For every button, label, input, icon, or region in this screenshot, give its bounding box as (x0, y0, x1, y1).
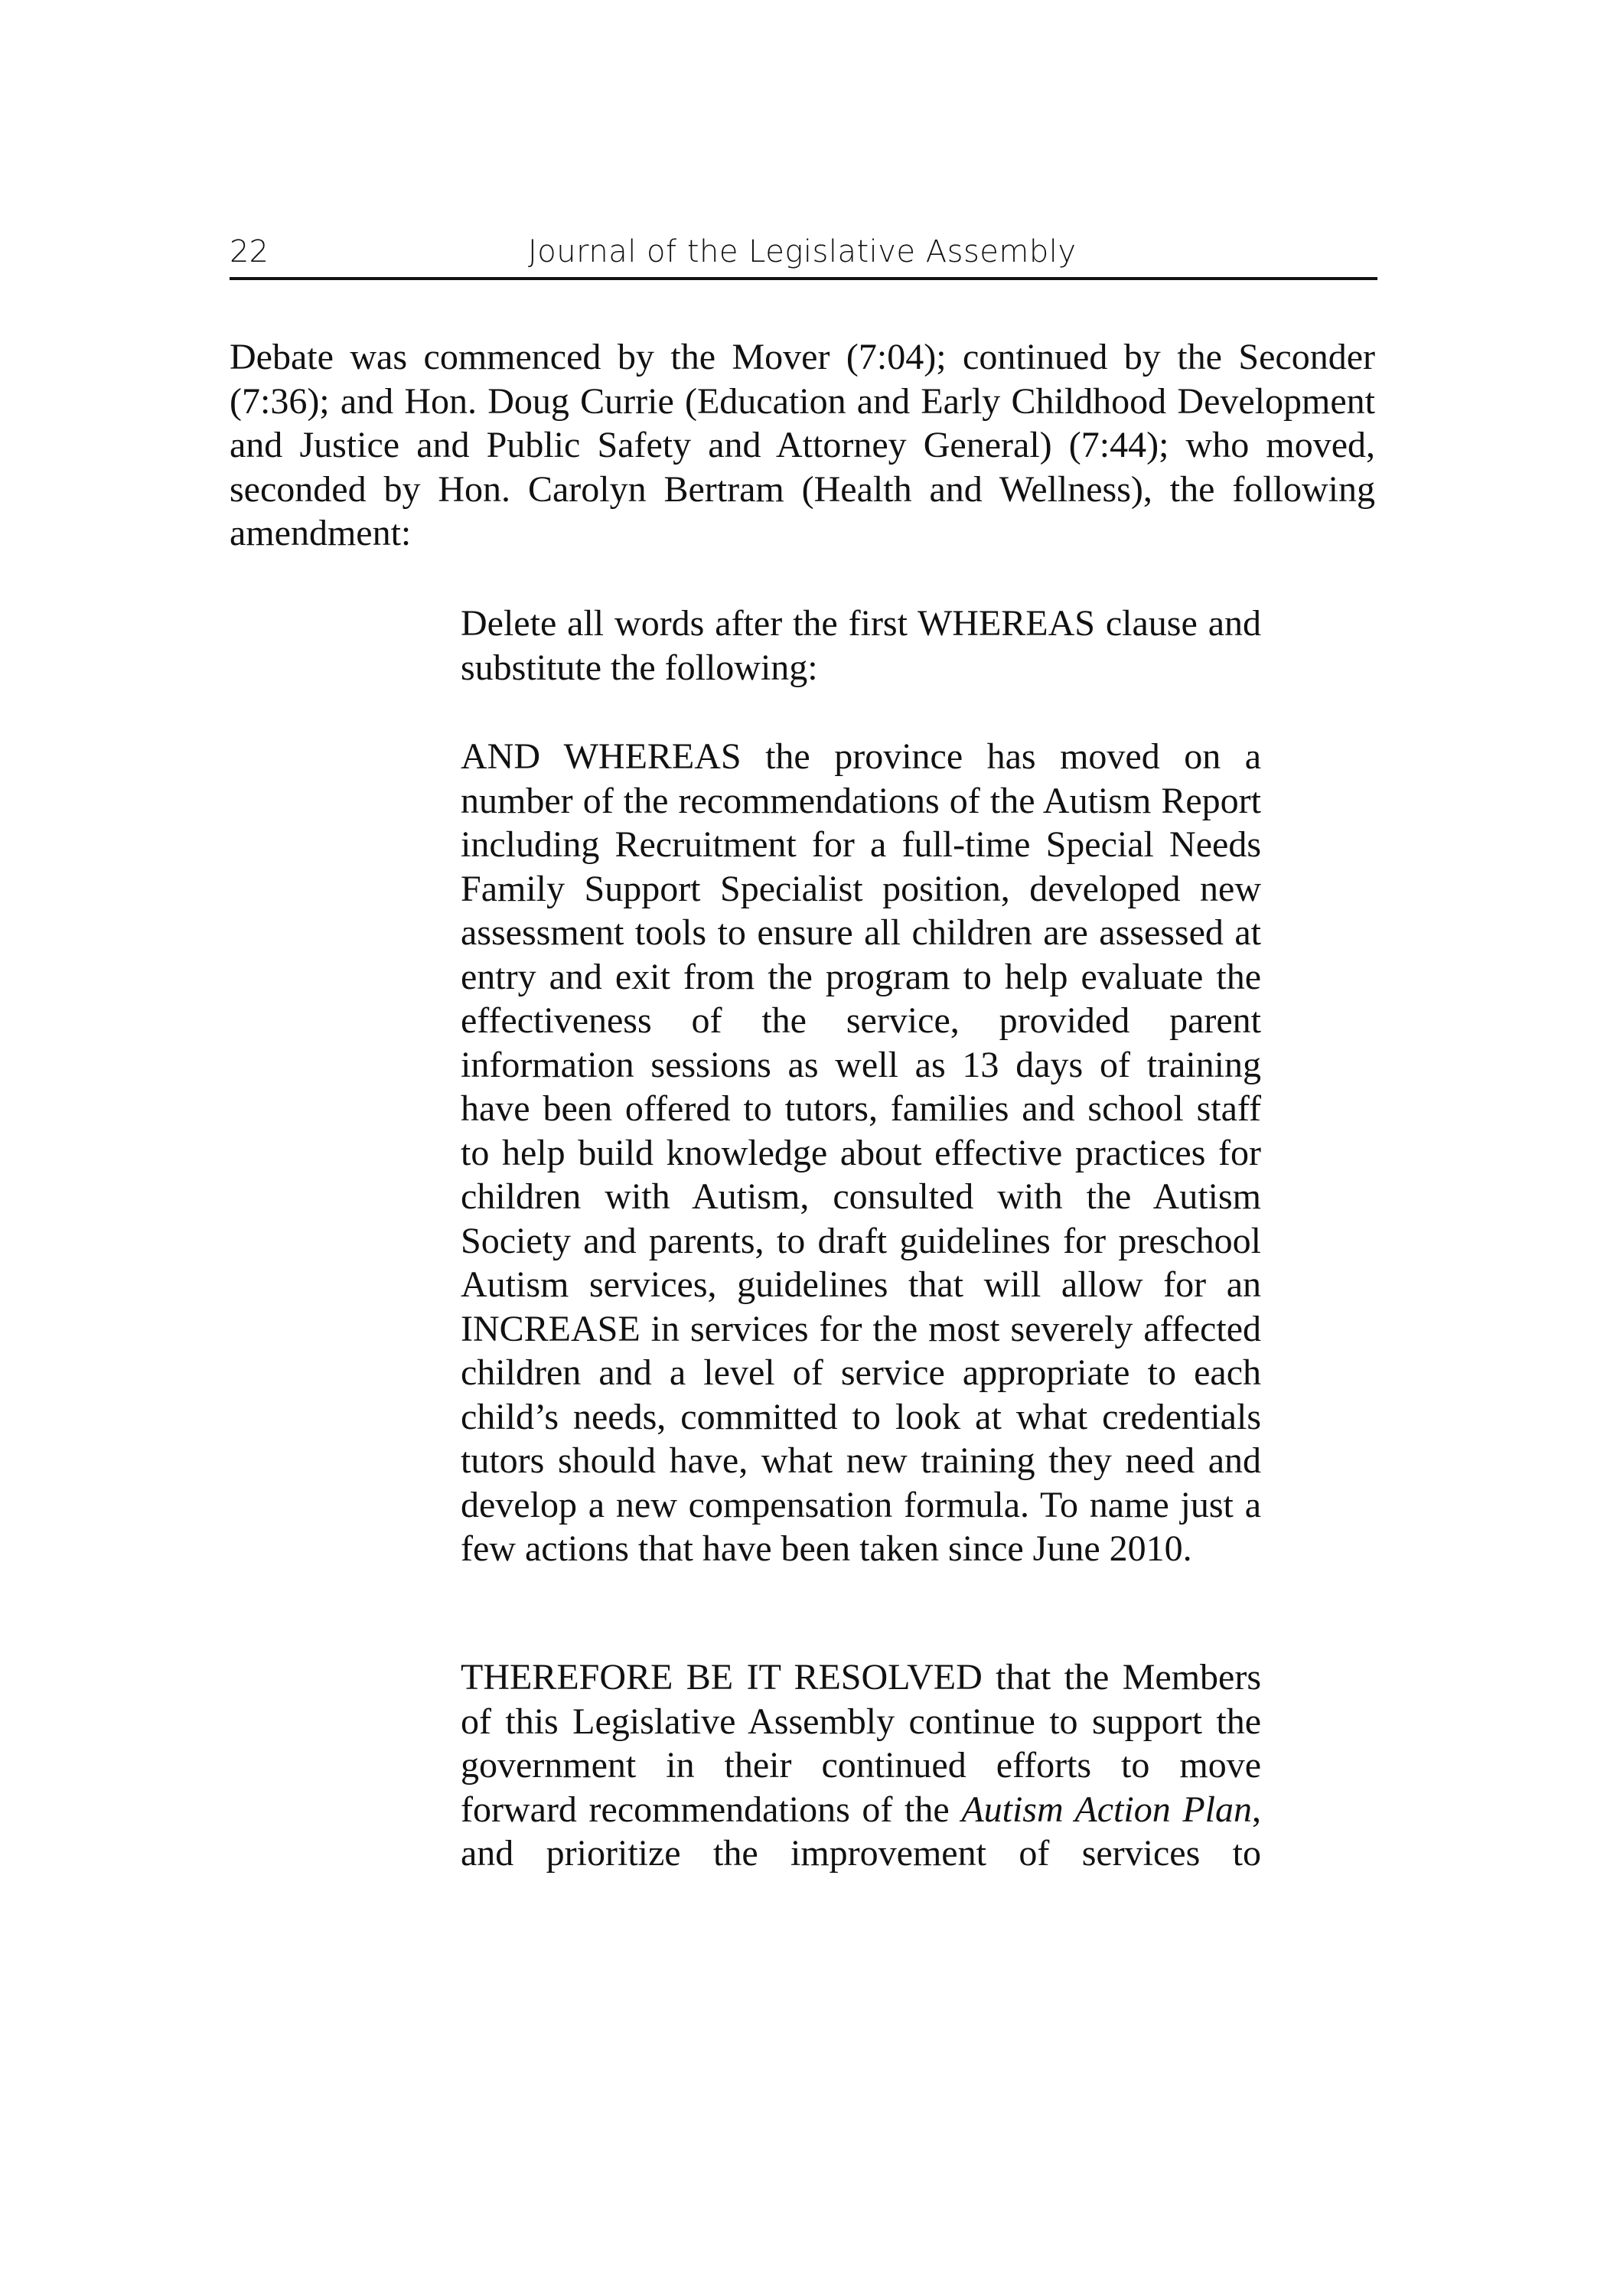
page-number: 22 (230, 234, 269, 269)
debate-paragraph: Debate was commenced by the Mover (7:04); continued by the Seconder (7:36); and Hon. Doug Currie (Education and Early Childhood Development and Justice and Public Safety and Attorney General) (7:44); who moved, seconded by Hon. Carolyn Bertram (Health and Wellness), the following amendment: (230, 337, 1375, 553)
resolved-clause (461, 1655, 1261, 1876)
running-header (230, 228, 1377, 280)
running-title: Journal of the Legislative Assembly (528, 234, 1077, 269)
resolved-text-start: THEREFORE BE IT RESOLVED that the Members of this Legislative Assembly continue to support the government in their continued efforts to move forward recommendations of the (461, 1657, 1261, 1830)
whereas-clause: AND WHEREAS the province has moved on a number of the recommendations of the Autism Report including Recruitment for a full-time Special Needs Family Support Specialist position, developed new assessment tools to ensure all children are assessed at entry and exit from the program to help evaluate the effectiveness of the service, provided parent information sessions as well as 13 days of training have been offered to tutors, families and school staff to help build knowledge about effective practices for children with Autism, consulted with the Autism Society and parents, to draft guidelines for preschool Autism services, guidelines that will allow for an INCREASE in services for the most severely affected children and a level of service appropriate to each child’s needs, committed to look at what credentials tutors should have, what new training they need and develop a new compensation formula. To name just a few actions that have been taken since June 2010. (461, 736, 1261, 1569)
amendment-instruction: Delete all words after the first WHEREAS clause and substitute the following: (461, 603, 1261, 688)
resolved-text-end: , and prioritize the improvement of services to (461, 1789, 1261, 1874)
autism-action-plan-title: Autism Action Plan (961, 1789, 1252, 1830)
